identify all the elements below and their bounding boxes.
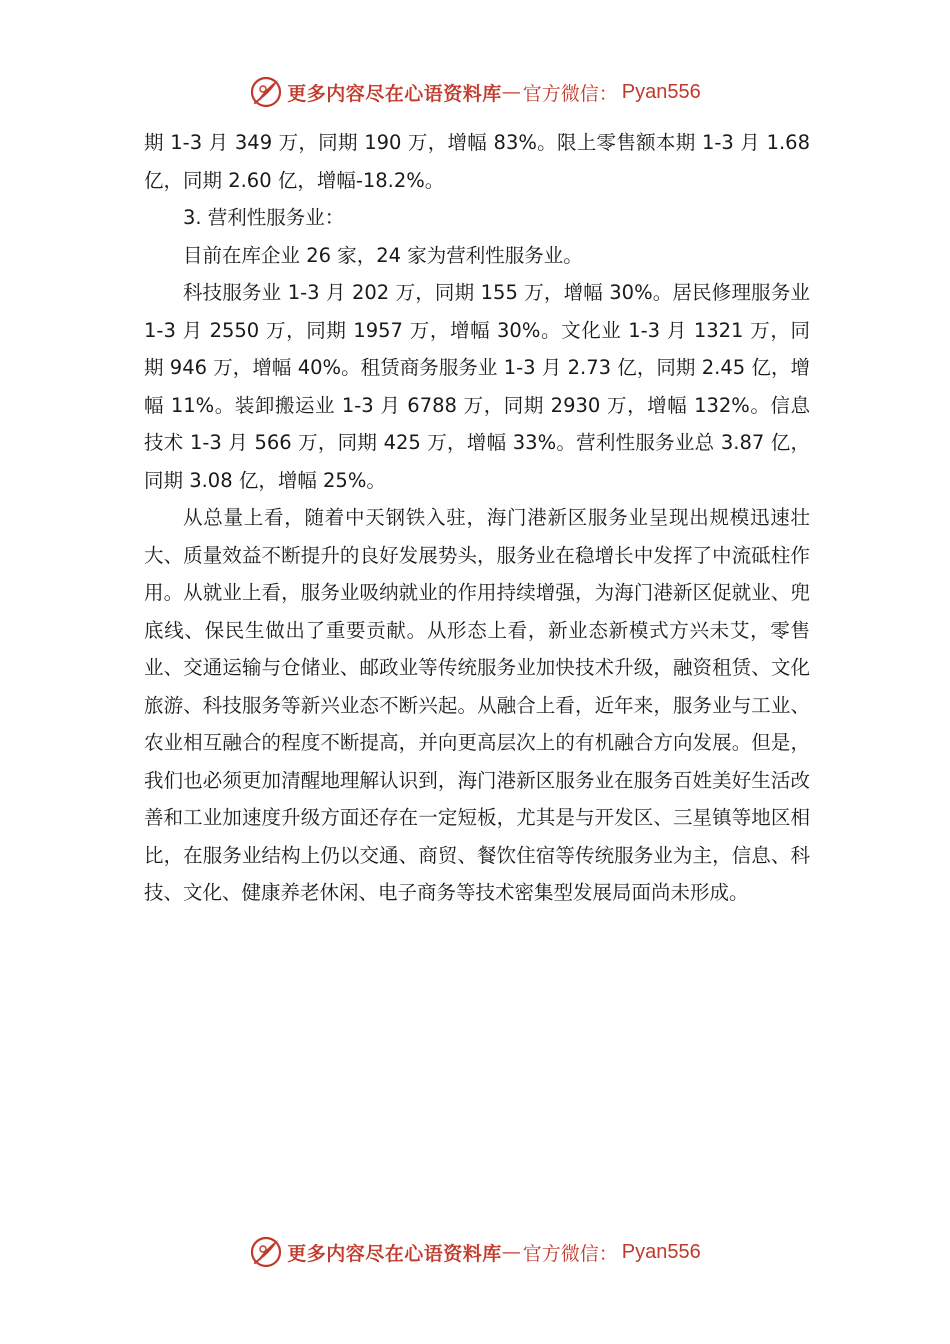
quill-logo-icon: [249, 75, 283, 109]
watermark-label: 官方微信：: [522, 1242, 618, 1265]
section-heading-for-profit-services: 3. 营利性服务业：: [183, 206, 345, 229]
watermark-label: 官方微信：: [522, 82, 618, 105]
watermark-brand: 更多内容尽在心语资料库: [287, 1242, 502, 1265]
watermark-wechat-id: Pyan556: [621, 1240, 701, 1263]
paragraph-analysis: 从总量上看，随着中天钢铁入驻，海门港新区服务业呈现出规模迅速壮大、质量效益不断提升的良好发展势头，服务业在稳增长中发挥了中流砥柱作用。从就业上看，服务业吸纳就业的作用持续增强，为海门港新区促就业、兜底线、保民生做出了重要贡献。从形态上看，新业态新模式方兴未艾，零售业、交通运输与仓储业、邮政业等传统服务业加快技术升级，融资租赁、文化旅游、科技服务等新兴业态不断兴起。从融合上看，近年来，服务业与工业、农业相互融合的程度不断提高，并向更高层次上的有机融合方向发展。但是，我们也必须更加清醒地理解认识到，海门港新区服务业在服务百姓美好生活改善和工业加速度升级方面还存在一定短板，尤其是与开发区、三星镇等地区相比，在服务业结构上仍以交通、商贸、餐饮住宿等传统服务业为主，信息、科技、文化、健康养老休闲、电子商务等技术密集型发展局面尚未形成。: [144, 506, 810, 904]
watermark-wechat-id: Pyan556: [621, 80, 701, 103]
watermark-brand: 更多内容尽在心语资料库: [287, 82, 502, 105]
paragraph-service-figures: 科技服务业 1-3 月 202 万，同期 155 万，增幅 30%。居民修理服务业 1-3 月 2550 万，同期 1957 万，增幅 30%。文化业 1-3 月 1321 万，同期 946 万，增幅 40%。租赁商务服务业 1-3 月 2.73 亿，同期 2.45 亿，增幅 11%。装卸搬运业 1-3 月 6788 万，同期 2930 万，增幅 132%。信息技术 1-3 月 566 万，同期 425 万，增幅 33%。营利性服务业总 3.87 亿，同期 3.08 亿，增幅 25%。: [144, 281, 810, 492]
quill-logo-icon: [249, 1235, 283, 1269]
paragraph-retail-continued: 期 1-3 月 349 万，同期 190 万，增幅 83%。限上零售额本期 1-3 月 1.68 亿，同期 2.60 亿，增幅-18.2%。: [144, 131, 810, 192]
document-body: [144, 124, 810, 912]
footer-watermark: [0, 1232, 950, 1272]
paragraph-enterprise-count: 目前在库企业 26 家，24 家为营利性服务业。: [183, 243, 583, 267]
header-watermark: [0, 72, 950, 112]
watermark-separator: —: [501, 81, 521, 103]
watermark-separator: —: [501, 1241, 521, 1263]
